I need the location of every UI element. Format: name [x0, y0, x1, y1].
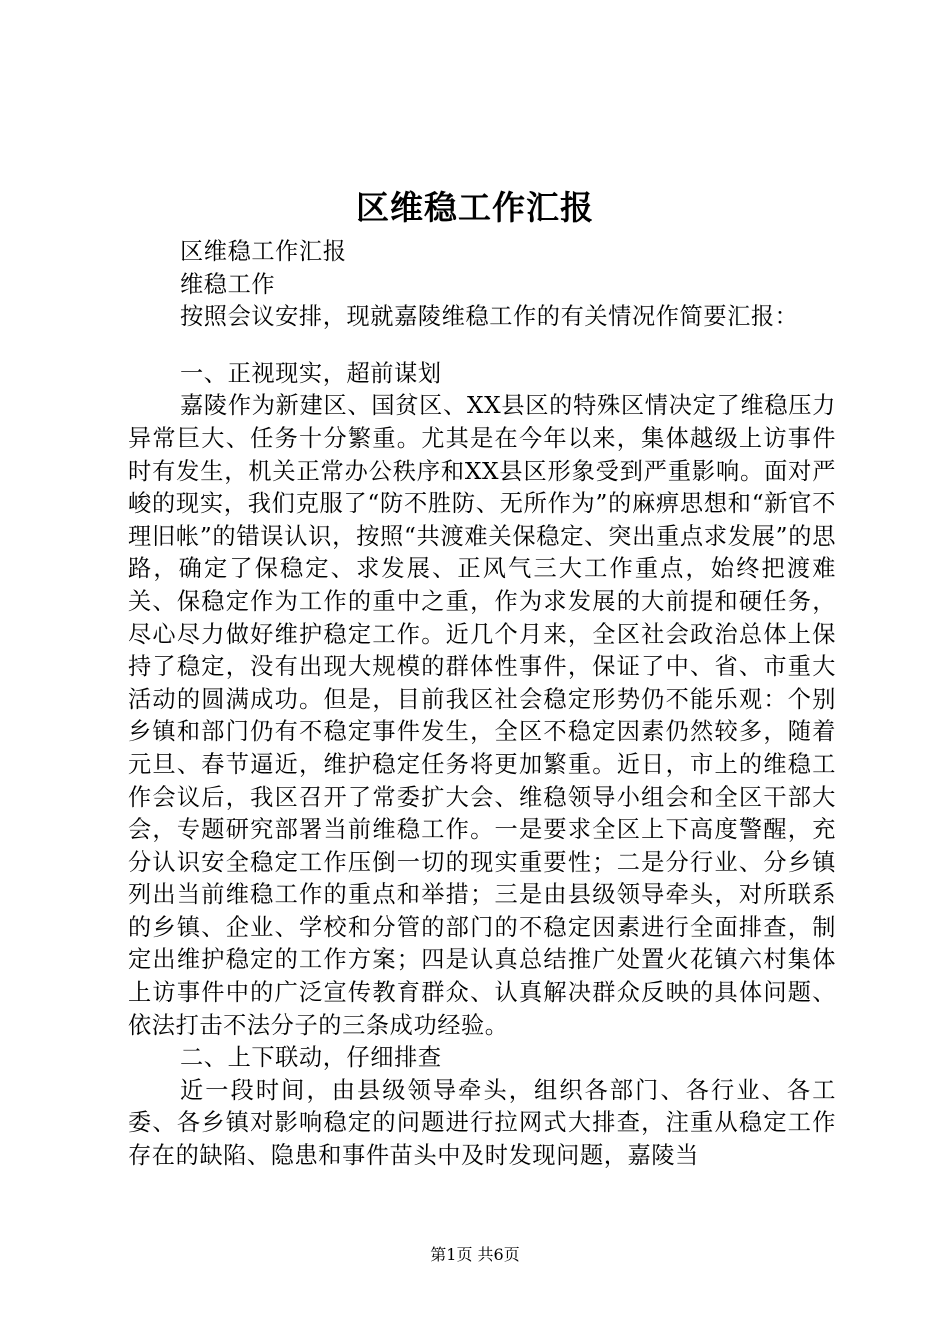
paragraph-subtitle: 维稳工作 [180, 270, 276, 298]
section-heading-1: 一、正视现实，超前谋划 [180, 359, 442, 387]
paragraph-section-1-body: 嘉陵作为新建区、国贫区、XX县区的特殊区情决定了维稳压力异常巨大、任务十分繁重。尤其是在今年以来，集体越级上访事件时有发生，机关正常办公秩序和XX县区形象受到严重影响。面对严峻的现实，我们克服了“防不胜防、无所作为”的麻痹思想和“新官不理旧帐”的错误认识，按照“共渡难关保稳定、突出重点求发展”的思路，确定了保稳定、求发展、正风气三大工作重点，始终把渡难关、保稳定作为工作的重中之重，作为求发展的大前提和硬任务，尽心尽力做好维护稳定工作。近几个月来，全区社会政治总体上保持了稳定，没有出现大规模的群体性事件，保证了中、省、市重大活动的圆满成功。但是，目前我区社会稳定形势仍不能乐观：个别乡镇和部门仍有不稳定事件发生，全区不稳定因素仍然较多，随着元旦、春节逼近，维护稳定任务将更加繁重。近日，市上的维稳工作会议后，我区召开了常委扩大会、维稳领导小组会和全区干部大会，专题研究部署当前维稳工作。一是要求全区上下高度警醒，充分认识安全稳定工作压倒一切的现实重要性；二是分行业、分乡镇列出当前维稳工作的重点和举措；三是由县级领导牵头，对所联系的乡镇、企业、学校和分管的部门的不稳定因素进行全面排查，制定出维护稳定的工作方案；四是认真总结推广处置火花镇六村集体上访事件中的广泛宣传教育群众、认真解决群众反映的具体问题、依法打击不法分子的三条成功经验。 [128, 392, 836, 1039]
page-footer: 第1页 共6页 [430, 1245, 520, 1264]
paragraph-intro: 按照会议安排，现就嘉陵维稳工作的有关情况作简要汇报： [180, 303, 799, 331]
paragraph-spacer [128, 334, 836, 358]
section-heading-2: 二、上下联动，仔细排查 [180, 1044, 442, 1072]
document-title: 区维稳工作汇报 [356, 188, 594, 227]
document-body [128, 236, 836, 1173]
paragraph-section-2-body: 近一段时间，由县级领导牵头，组织各部门、各行业、各工委、各乡镇对影响稳定的问题进行拉网式大排查，注重从稳定工作存在的缺陷、隐患和事件苗头中及时发现问题，嘉陵当 [128, 1076, 836, 1170]
paragraph-heading-repeat: 区维稳工作汇报 [180, 238, 347, 265]
